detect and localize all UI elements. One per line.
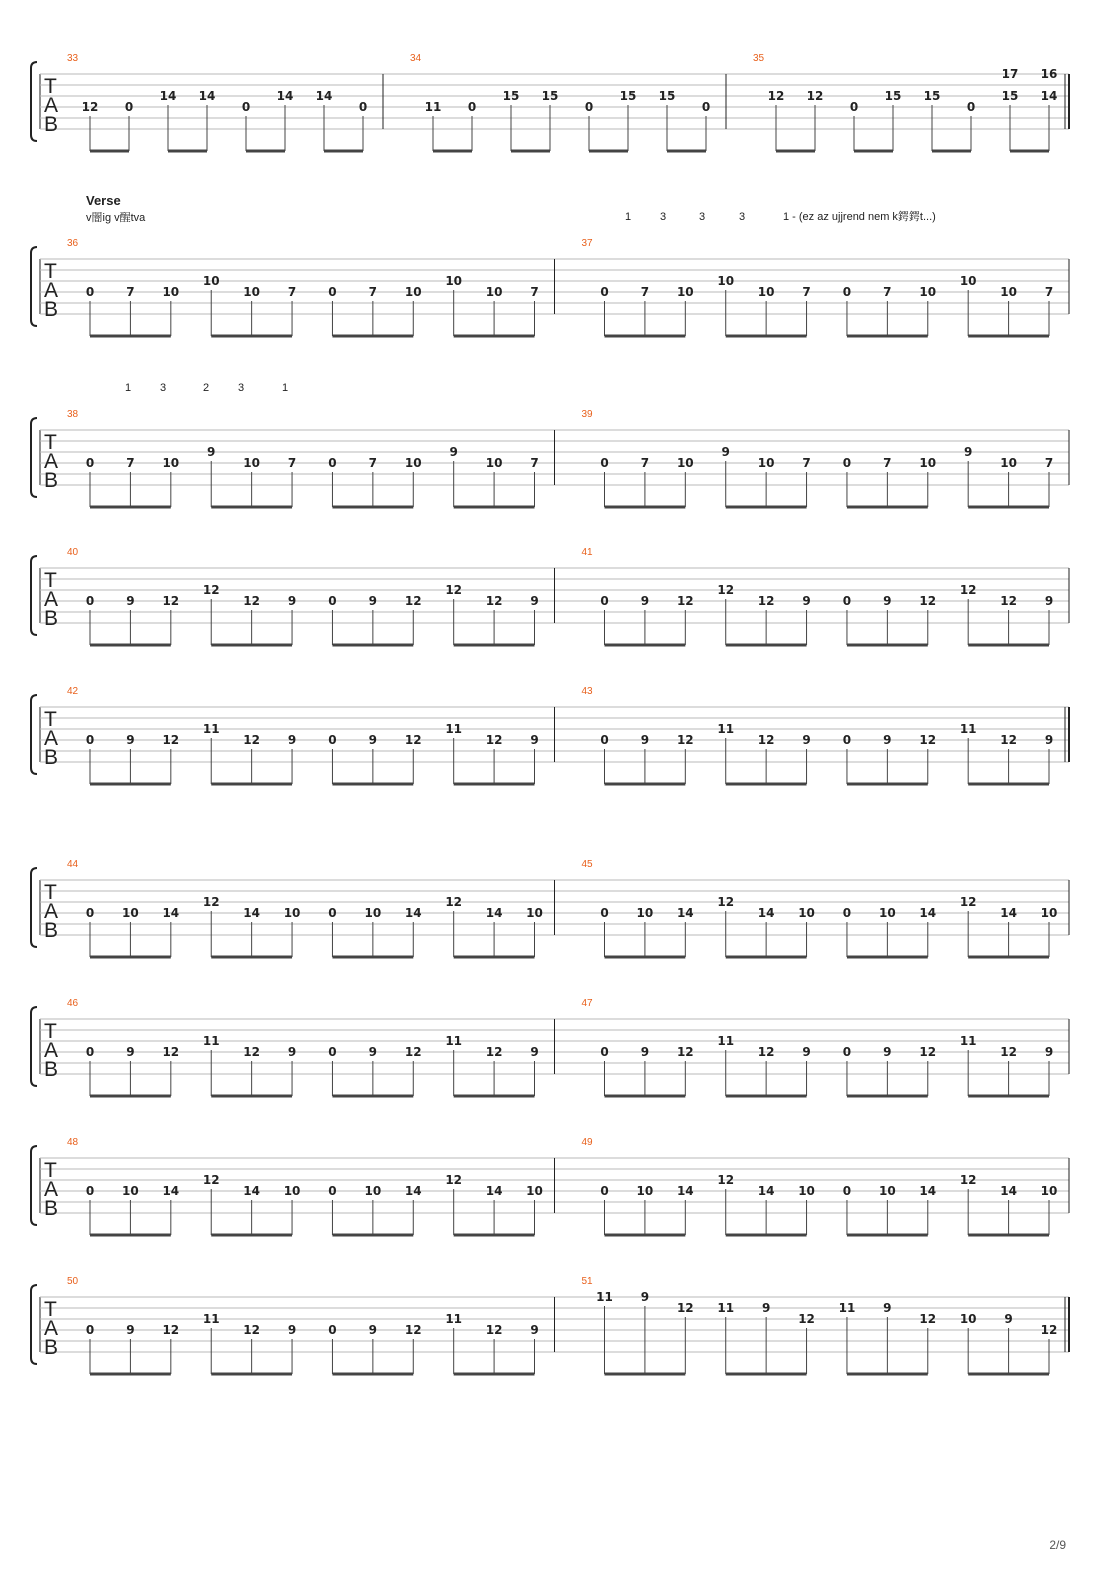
measure-number: 51 — [581, 1276, 593, 1287]
fret-number: 9 — [287, 1045, 297, 1059]
fret-number: 0 — [600, 733, 609, 747]
fret-number: 10 — [445, 274, 463, 288]
tab-clef-letter: B — [44, 469, 59, 492]
fret-number: 0 — [85, 456, 95, 470]
fret-number: 14 — [1000, 906, 1017, 920]
fret-number: 10 — [959, 274, 977, 288]
fret-number: 7 — [530, 456, 539, 470]
fret-number: 9 — [530, 594, 539, 608]
tab-clef-letter: B — [44, 298, 59, 321]
fret-number: 9 — [883, 1301, 892, 1315]
fret-number: 12 — [806, 89, 824, 103]
fret-number: 9 — [640, 594, 650, 608]
fret-number: 0 — [328, 456, 337, 470]
fingering-number: 3 — [159, 382, 167, 394]
tab-clef-letter: A — [44, 727, 59, 750]
fret-number: 10 — [283, 906, 301, 920]
fret-number: 16 — [1040, 67, 1058, 81]
fret-number: 12 — [919, 1312, 937, 1326]
fret-number: 10 — [676, 456, 694, 470]
fret-number: 14 — [757, 1184, 775, 1198]
fret-number: 0 — [966, 100, 976, 114]
fret-number: 10 — [1040, 1184, 1058, 1198]
fret-number: 12 — [717, 1173, 735, 1187]
fret-number: 11 — [202, 1034, 220, 1048]
fret-number: 12 — [757, 733, 775, 747]
fret-number: 12 — [959, 1173, 977, 1187]
fret-number: 12 — [1000, 594, 1017, 608]
section-label: Verse — [86, 193, 121, 208]
tab-clef-letter: T — [44, 881, 57, 904]
fret-number: 0 — [85, 594, 95, 608]
fret-number: 10 — [1040, 906, 1058, 920]
measure-number: 50 — [67, 1276, 79, 1287]
fret-number: 7 — [368, 285, 378, 299]
measure-number: 41 — [581, 547, 593, 558]
fret-number: 0 — [584, 100, 594, 114]
fret-number: 12 — [959, 583, 977, 597]
measure-number: 49 — [581, 1137, 593, 1148]
fret-number: 14 — [159, 89, 177, 103]
fret-number: 12 — [919, 1045, 937, 1059]
fret-number: 10 — [526, 906, 543, 920]
fret-number: 12 — [485, 594, 503, 608]
fret-number: 12 — [485, 1323, 503, 1337]
tab-clef-letter: T — [44, 431, 57, 454]
fret-number: 7 — [802, 285, 811, 299]
fret-number: 7 — [1044, 285, 1054, 299]
fret-number: 14 — [315, 89, 333, 103]
fret-number: 0 — [328, 1184, 337, 1198]
fret-number: 15 — [923, 89, 941, 103]
fret-number: 10 — [757, 456, 775, 470]
fret-number: 10 — [122, 906, 139, 920]
tab-clef-letter: A — [44, 1317, 59, 1340]
fret-number: 10 — [879, 1184, 896, 1198]
tab-clef-letter: T — [44, 1020, 57, 1043]
fret-number: 10 — [636, 1184, 654, 1198]
fret-number: 9 — [368, 1323, 378, 1337]
tab-clef-letter: A — [44, 588, 59, 611]
fret-number: 11 — [445, 722, 463, 736]
measure-number: 44 — [67, 859, 79, 870]
fret-number: 12 — [162, 1045, 180, 1059]
fret-number: 14 — [485, 906, 503, 920]
fret-number: 12 — [1000, 1045, 1017, 1059]
fret-number: 9 — [1044, 733, 1054, 747]
fret-number: 15 — [619, 89, 637, 103]
fret-number: 10 — [243, 285, 260, 299]
fret-number: 0 — [842, 594, 852, 608]
fret-number: 0 — [467, 100, 477, 114]
fret-number: 7 — [287, 456, 297, 470]
tab-clef-letter: T — [44, 569, 57, 592]
measure-number: 39 — [581, 409, 593, 420]
fret-number: 9 — [368, 594, 378, 608]
tab-clef-letter: T — [44, 75, 57, 98]
fret-number: 12 — [202, 1173, 220, 1187]
system-bracket — [31, 1285, 37, 1364]
fret-number: 7 — [126, 456, 135, 470]
fret-number: 14 — [243, 906, 260, 920]
fret-number: 12 — [243, 1045, 260, 1059]
fret-number: 0 — [842, 456, 852, 470]
fret-number: 0 — [328, 285, 337, 299]
fret-number: 11 — [959, 1034, 977, 1048]
fret-number: 0 — [600, 1184, 609, 1198]
fret-number: 12 — [202, 895, 220, 909]
fret-number: 10 — [919, 285, 937, 299]
fret-number: 12 — [717, 583, 735, 597]
tab-clef-letter: T — [44, 1298, 57, 1321]
fret-number: 14 — [162, 906, 180, 920]
measure-number: 37 — [581, 238, 593, 249]
fret-number: 14 — [1040, 89, 1058, 103]
fret-number: 12 — [445, 895, 463, 909]
fret-number: 17 — [1001, 67, 1019, 81]
fret-number: 10 — [364, 1184, 382, 1198]
fret-number: 10 — [162, 456, 180, 470]
tab-clef-letter: A — [44, 1039, 59, 1062]
measure-number: 34 — [410, 53, 422, 64]
fret-number: 10 — [1000, 285, 1017, 299]
fret-number: 0 — [85, 1323, 95, 1337]
system-bracket — [31, 1146, 37, 1225]
fret-number: 11 — [959, 722, 977, 736]
fingering-number: 3 — [237, 382, 245, 394]
fret-number: 10 — [243, 456, 260, 470]
fret-number: 9 — [126, 1045, 135, 1059]
fret-number: 12 — [757, 1045, 775, 1059]
tab-clef-letter: T — [44, 260, 57, 283]
fret-number: 9 — [964, 445, 973, 459]
fret-number: 14 — [162, 1184, 180, 1198]
tab-clef-letter: A — [44, 900, 59, 923]
fret-number: 9 — [883, 733, 892, 747]
fret-number: 7 — [1044, 456, 1054, 470]
measure-number: 47 — [581, 998, 593, 1009]
fret-number: 0 — [328, 733, 337, 747]
tab-clef-letter: B — [44, 919, 59, 942]
fret-number: 7 — [287, 285, 297, 299]
fret-number: 14 — [485, 1184, 503, 1198]
fret-number: 9 — [640, 733, 650, 747]
annotation-text: 1 - (ez az ujjrend nem k鍔鍔t...) — [783, 211, 936, 223]
tab-clef-letter: B — [44, 113, 59, 136]
fingering-number: 2 — [202, 382, 210, 394]
fret-number: 14 — [404, 1184, 422, 1198]
tab-clef-letter: B — [44, 746, 59, 769]
fret-number: 10 — [404, 285, 422, 299]
tab-clef-letter: B — [44, 1336, 59, 1359]
fret-number: 9 — [207, 445, 216, 459]
fret-number: 10 — [798, 1184, 815, 1198]
fret-number: 0 — [842, 1184, 852, 1198]
fret-number: 15 — [658, 89, 676, 103]
fret-number: 12 — [404, 733, 422, 747]
fret-number: 14 — [676, 906, 694, 920]
fret-number: 12 — [404, 1045, 422, 1059]
tab-clef-letter: A — [44, 1178, 59, 1201]
fret-number: 15 — [502, 89, 520, 103]
fret-number: 14 — [757, 906, 775, 920]
fret-number: 12 — [919, 594, 937, 608]
fingering-number: 1 — [281, 382, 289, 394]
measure-number: 46 — [67, 998, 79, 1009]
fret-number: 11 — [838, 1301, 856, 1315]
fret-number: 0 — [842, 285, 852, 299]
fret-number: 15 — [884, 89, 902, 103]
fret-number: 12 — [243, 1323, 260, 1337]
fret-number: 11 — [202, 722, 220, 736]
page-number: 2/9 — [1049, 1538, 1066, 1552]
fret-number: 9 — [883, 594, 892, 608]
fret-number: 10 — [879, 906, 896, 920]
fret-number: 0 — [849, 100, 859, 114]
fret-number: 11 — [424, 100, 442, 114]
fret-number: 12 — [202, 583, 220, 597]
fret-number: 9 — [530, 1323, 539, 1337]
measure-number: 40 — [67, 547, 79, 558]
fret-number: 12 — [404, 1323, 422, 1337]
system-bracket — [31, 1007, 37, 1086]
fret-number: 10 — [959, 1312, 977, 1326]
fret-number: 9 — [802, 733, 811, 747]
fret-number: 9 — [1004, 1312, 1013, 1326]
fret-number: 7 — [640, 285, 650, 299]
system-bracket — [31, 868, 37, 947]
fret-number: 11 — [717, 722, 735, 736]
fret-number: 15 — [1001, 89, 1019, 103]
fret-number: 0 — [85, 1184, 95, 1198]
fret-number: 12 — [445, 583, 463, 597]
fret-number: 10 — [283, 1184, 301, 1198]
fret-number: 9 — [721, 445, 730, 459]
fret-number: 12 — [485, 733, 503, 747]
fret-number: 10 — [636, 906, 654, 920]
measure-number: 38 — [67, 409, 79, 420]
fret-number: 10 — [1000, 456, 1017, 470]
system-bracket — [31, 418, 37, 497]
fret-number: 9 — [1044, 594, 1054, 608]
fret-number: 10 — [798, 906, 815, 920]
lyric-text: v闇ig v醒tva — [86, 212, 146, 224]
fret-number: 0 — [842, 906, 852, 920]
fret-number: 7 — [126, 285, 135, 299]
fret-number: 12 — [919, 733, 937, 747]
fret-number: 7 — [640, 456, 650, 470]
fret-number: 9 — [368, 733, 378, 747]
fret-number: 0 — [701, 100, 711, 114]
fret-number: 12 — [81, 100, 99, 114]
measure-number: 43 — [581, 686, 593, 697]
fret-number: 12 — [485, 1045, 503, 1059]
fingering-number: 3 — [738, 211, 746, 223]
fret-number: 11 — [717, 1301, 735, 1315]
fret-number: 9 — [126, 1323, 135, 1337]
system-bracket — [31, 695, 37, 774]
fret-number: 12 — [162, 733, 180, 747]
fret-number: 14 — [276, 89, 294, 103]
fret-number: 7 — [883, 456, 892, 470]
fret-number: 9 — [530, 733, 539, 747]
fret-number: 7 — [530, 285, 539, 299]
fret-number: 12 — [1040, 1323, 1058, 1337]
fret-number: 0 — [85, 285, 95, 299]
tab-clef-letter: T — [44, 708, 57, 731]
fret-number: 10 — [122, 1184, 139, 1198]
tab-clef-letter: B — [44, 1058, 59, 1081]
fret-number: 12 — [767, 89, 785, 103]
fret-number: 9 — [287, 733, 297, 747]
fret-number: 0 — [842, 1045, 852, 1059]
fret-number: 12 — [798, 1312, 815, 1326]
fret-number: 12 — [676, 1045, 694, 1059]
system-bracket — [31, 556, 37, 635]
fret-number: 10 — [202, 274, 220, 288]
fret-number: 9 — [883, 1045, 892, 1059]
fret-number: 9 — [640, 1045, 650, 1059]
fret-number: 0 — [124, 100, 134, 114]
fret-number: 9 — [126, 594, 135, 608]
fret-number: 12 — [757, 594, 775, 608]
fret-number: 0 — [358, 100, 368, 114]
fret-number: 9 — [640, 1290, 650, 1304]
fret-number: 12 — [676, 594, 694, 608]
measure-number: 35 — [753, 53, 765, 64]
fret-number: 11 — [717, 1034, 735, 1048]
fret-number: 9 — [287, 1323, 297, 1337]
fret-number: 10 — [162, 285, 180, 299]
fret-number: 14 — [404, 906, 422, 920]
fret-number: 10 — [676, 285, 694, 299]
tab-clef-letter: A — [44, 279, 59, 302]
tab-clef-letter: A — [44, 450, 59, 473]
tab-clef-letter: B — [44, 1197, 59, 1220]
fret-number: 14 — [919, 906, 937, 920]
fret-number: 0 — [85, 906, 95, 920]
fret-number: 15 — [541, 89, 559, 103]
tab-clef-letter: B — [44, 607, 59, 630]
fret-number: 10 — [364, 906, 382, 920]
fret-number: 12 — [445, 1173, 463, 1187]
tab-clef-letter: A — [44, 94, 59, 117]
measure-number: 45 — [581, 859, 593, 870]
fret-number: 12 — [243, 594, 260, 608]
fret-number: 12 — [676, 1301, 694, 1315]
tab-clef-letter: T — [44, 1159, 57, 1182]
measure-number: 36 — [67, 238, 79, 249]
system-bracket — [31, 62, 37, 141]
fret-number: 7 — [883, 285, 892, 299]
fret-number: 10 — [485, 285, 503, 299]
fret-number: 0 — [85, 733, 95, 747]
fret-number: 12 — [162, 594, 180, 608]
fret-number: 10 — [919, 456, 937, 470]
fret-number: 9 — [761, 1301, 771, 1315]
fingering-number: 1 — [124, 382, 132, 394]
fret-number: 12 — [676, 733, 694, 747]
fret-number: 14 — [198, 89, 216, 103]
fret-number: 10 — [404, 456, 422, 470]
fret-number: 12 — [959, 895, 977, 909]
measure-number: 48 — [67, 1137, 79, 1148]
fret-number: 0 — [600, 456, 609, 470]
fret-number: 9 — [802, 1045, 811, 1059]
fret-number: 11 — [596, 1290, 613, 1304]
measure-number: 42 — [67, 686, 79, 697]
fret-number: 7 — [802, 456, 811, 470]
fret-number: 12 — [243, 733, 260, 747]
fret-number: 0 — [842, 733, 852, 747]
fret-number: 0 — [600, 1045, 609, 1059]
fret-number: 0 — [328, 1045, 337, 1059]
fret-number: 12 — [717, 895, 735, 909]
fret-number: 0 — [328, 906, 337, 920]
fret-number: 12 — [1000, 733, 1017, 747]
fret-number: 14 — [919, 1184, 937, 1198]
fret-number: 0 — [241, 100, 251, 114]
fret-number: 9 — [287, 594, 297, 608]
fret-number: 14 — [676, 1184, 694, 1198]
fret-number: 14 — [1000, 1184, 1017, 1198]
fingering-number: 1 — [624, 211, 632, 223]
fret-number: 9 — [1044, 1045, 1054, 1059]
fret-number: 14 — [243, 1184, 260, 1198]
fret-number: 0 — [328, 1323, 337, 1337]
fingering-number: 3 — [659, 211, 667, 223]
fret-number: 10 — [526, 1184, 543, 1198]
fret-number: 9 — [802, 594, 811, 608]
fret-number: 7 — [368, 456, 378, 470]
fret-number: 12 — [162, 1323, 180, 1337]
fret-number: 9 — [368, 1045, 378, 1059]
fret-number: 11 — [445, 1312, 463, 1326]
measure-number: 33 — [67, 53, 79, 64]
fret-number: 0 — [328, 594, 337, 608]
fret-number: 0 — [600, 285, 609, 299]
fret-number: 0 — [85, 1045, 95, 1059]
fingering-number: 3 — [698, 211, 706, 223]
fret-number: 0 — [600, 906, 609, 920]
fret-number: 9 — [449, 445, 458, 459]
fret-number: 10 — [485, 456, 503, 470]
system-bracket — [31, 247, 37, 326]
fret-number: 12 — [404, 594, 422, 608]
fret-number: 11 — [202, 1312, 220, 1326]
fret-number: 11 — [445, 1034, 463, 1048]
fret-number: 0 — [600, 594, 609, 608]
fret-number: 10 — [757, 285, 775, 299]
fret-number: 9 — [126, 733, 135, 747]
fret-number: 9 — [530, 1045, 539, 1059]
fret-number: 10 — [717, 274, 735, 288]
